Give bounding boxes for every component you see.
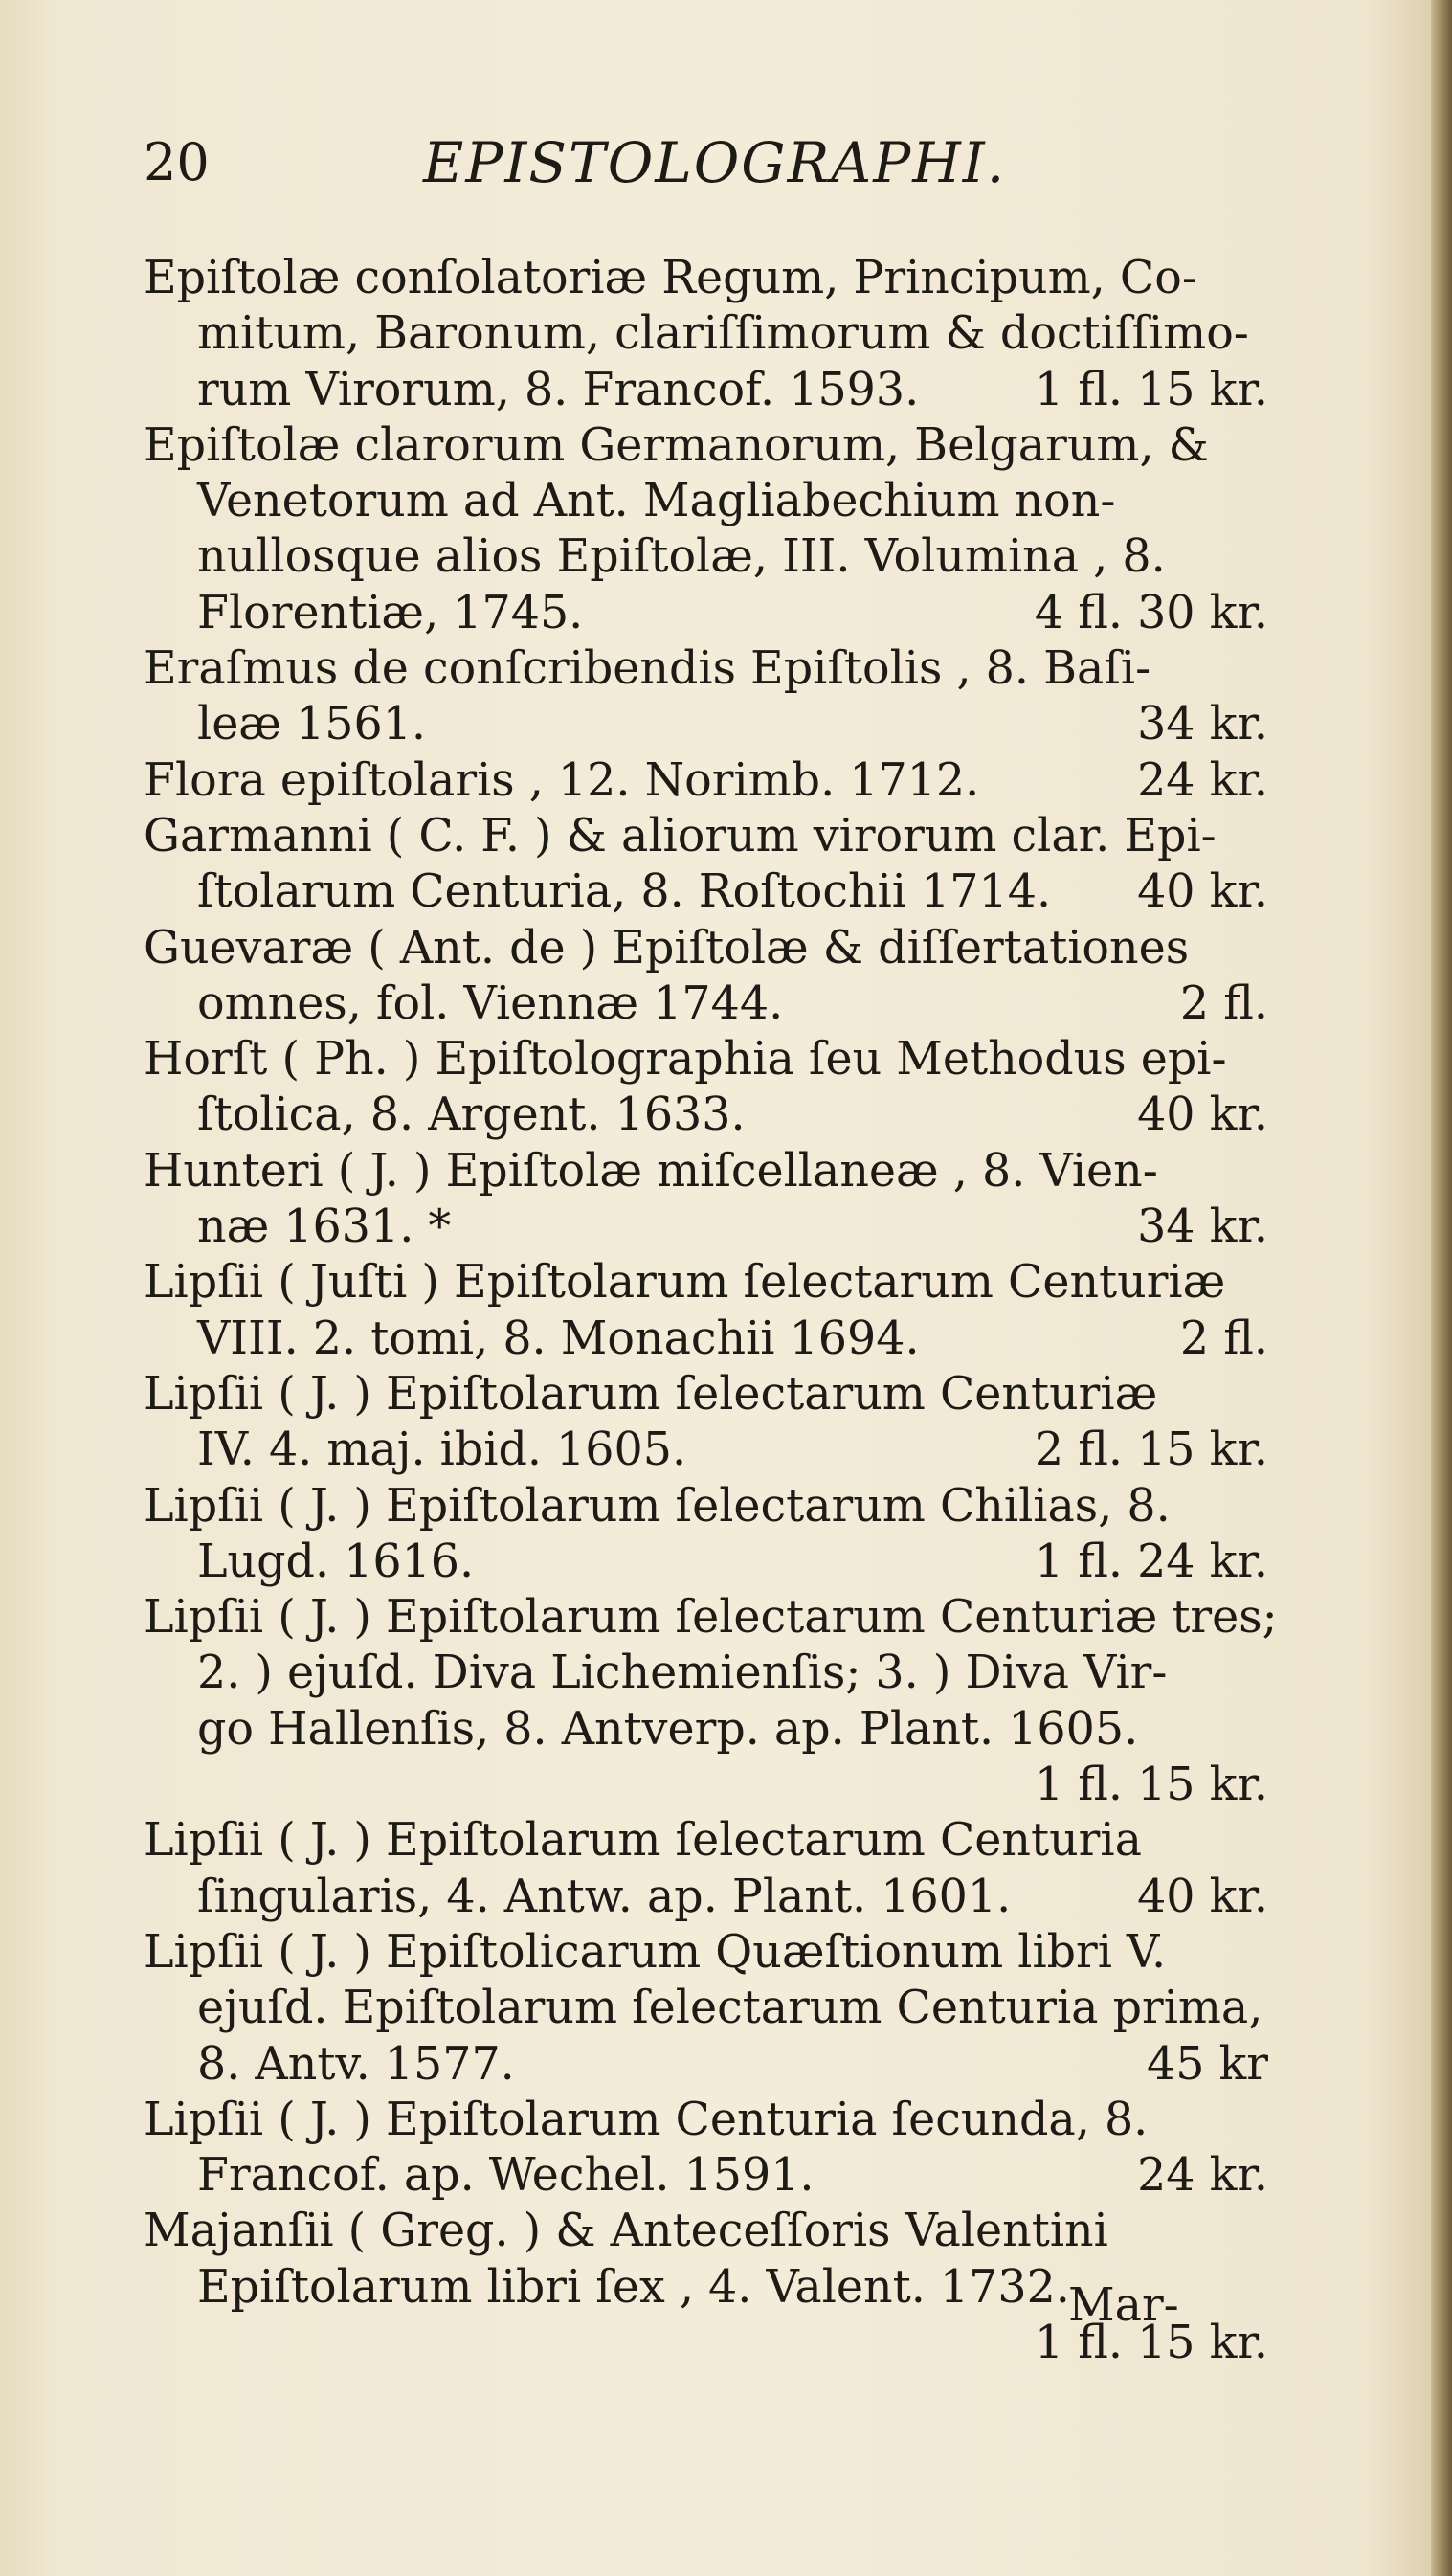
entry-line [144,2148,1268,2204]
entry-text: rum Virorum, 8. Francof. 1593. [197,363,920,416]
entry-text: Eraſmus de conſcribendis Epiſtolis , 8. Baſi- [144,642,1151,696]
entry-line [144,1422,1268,1478]
entry-price: 2 fl. 15 kr. [1034,1423,1268,1477]
entry-line [144,809,1268,864]
entry-line [144,2093,1268,2148]
catalogue-entries [144,251,1278,2371]
entry-line [144,1702,1268,1758]
entry-line [144,921,1268,976]
catalogue-entry [144,1925,1268,2093]
entry-line [144,697,1268,752]
entry-line [144,474,1268,529]
entry-text: Epiſtolæ conſolatoriæ Regum, Principum, Co- [144,252,1197,304]
catalogue-entry [144,1255,1268,1367]
entry-line [144,1758,1268,1813]
catalogue-entry [144,1813,1268,1925]
catalogue-entry [144,2093,1268,2205]
entry-text: Francof. ap. Wechel. 1591. [197,2149,815,2203]
catalogue-entry [144,809,1268,921]
entry-line [144,753,1268,809]
entry-line [144,1646,1268,1701]
entry-line [144,251,1268,306]
entry-price: 40 kr. [1137,1870,1268,1923]
entry-line [144,1534,1268,1590]
entry-price: 1 fl. 24 kr. [1034,1534,1268,1588]
entry-price: 1 fl. 15 kr. [1034,1758,1268,1812]
entry-line [144,1144,1268,1199]
entry-line [144,1255,1268,1310]
entry-text: Venetorum ad Ant. Magliabechium non- [197,475,1116,528]
entry-text: Lipſii ( J. ) Epiſtolarum ſelectarum Centuria [144,1814,1142,1868]
catalogue-entry [144,418,1268,641]
entry-line [144,641,1268,697]
entry-line [144,1311,1268,1367]
entry-text: VIII. 2. tomi, 8. Monachii 1694. [197,1311,920,1365]
entry-line [144,1479,1268,1534]
catalogue-entry [144,753,1268,809]
entry-text: Lipſii ( J. ) Epiſtolarum ſelectarum Centuriæ tres; [144,1591,1278,1645]
entry-price: 1 fl. 15 kr. [1034,2316,1268,2369]
entry-line [144,306,1268,362]
entry-text: IV. 4. maj. ibid. 1605. [197,1423,687,1477]
entry-line [144,2204,1268,2259]
catalogue-entry [144,1032,1268,1144]
entry-text: Lipſii ( J. ) Epiſtolicarum Quæſtionum libri V. [144,1925,1167,1979]
entry-text: leæ 1561. [197,698,427,751]
entry-text: Epiſtolarum libri ſex , 4. Valent. 1732. [197,2260,1070,2314]
catalogue-entry [144,1479,1268,1591]
entry-price: 4 fl. 30 kr. [1034,586,1268,639]
entry-price: 24 kr. [1137,753,1268,807]
entry-text: ſtolica, 8. Argent. 1633. [197,1088,746,1142]
entry-line [144,1087,1268,1143]
catalogue-entry [144,921,1268,1033]
catalogue-entry [144,1590,1278,1813]
catalogue-entry [144,251,1268,418]
entry-line [144,1813,1268,1869]
entry-text: Hunteri ( J. ) Epiſtolæ miſcellaneæ , 8. Vien- [144,1144,1158,1198]
entry-text: Garmanni ( C. F. ) & aliorum virorum clar. Epi- [144,809,1217,862]
entry-text: Lugd. 1616. [197,1534,475,1588]
entry-price: 34 kr. [1137,698,1268,751]
entry-line [144,1870,1268,1925]
entry-text: Lipſii ( J. ) Epiſtolarum ſelectarum Centuriæ [144,1367,1158,1421]
entry-line [144,363,1268,418]
entry-text: omnes, fol. Viennæ 1744. [197,976,784,1030]
entry-text: Horſt ( Ph. ) Epiſtolographia ſeu Methodus epi- [144,1033,1227,1086]
entry-line [144,2037,1268,2093]
entry-line [144,1032,1268,1087]
entry-text: go Hallenſis, 8. Antverp. ap. Plant. 1605. [197,1702,1139,1756]
entry-line [144,418,1268,474]
entry-text: Majanſii ( Greg. ) & Anteceſſoris Valentini [144,2205,1108,2258]
page-header [144,124,1292,201]
entry-text: Lipſii ( J. ) Epiſtolarum ſelectarum Chilias, 8. [144,1479,1171,1533]
entry-text: Flora epiſtolaris , 12. Norimb. 1712. [144,753,980,807]
page-number: 20 [144,132,210,192]
entry-line [144,864,1268,920]
entry-text: næ 1631. * [197,1200,452,1254]
entry-line [144,586,1268,641]
entry-text: Epiſtolæ clarorum Germanorum, Belgarum, & [144,418,1209,472]
entry-text: Lipſii ( J. ) Epiſtolarum Centuria ſecunda, 8. [144,2093,1149,2146]
entry-line [144,976,1268,1032]
entry-text: ſtolarum Centuria, 8. Roſtochii 1714. [197,865,1052,919]
entry-line [144,1590,1278,1646]
catalogue-entry [144,641,1268,753]
entry-price: 2 fl. [1179,976,1268,1030]
entry-text: 2. ) ejuſd. Diva Lichemienſis; 3. ) Diva Vir- [197,1646,1168,1700]
entry-line [144,1199,1268,1255]
catalogue-entry [144,1144,1268,1256]
entry-text: Florentiæ, 1745. [197,586,584,639]
entry-text: nullosque alios Epiſtolæ, III. Volumina , 8. [197,530,1166,584]
entry-text: 8. Antv. 1577. [197,2037,515,2091]
entry-text: Guevaræ ( Ant. de ) Epiſtolæ & diſſertationes [144,921,1190,974]
entry-text: ſingularis, 4. Antw. ap. Plant. 1601. [197,1870,1012,1923]
entry-price: 2 fl. [1179,1311,1268,1365]
page-edge [1431,0,1452,2576]
entry-text: ejuſd. Epiſtolarum ſelectarum Centuria prima, [197,1982,1263,2035]
entry-line [144,1981,1268,2036]
entry-price: 1 fl. 15 kr. [1034,363,1268,416]
running-title: EPISTOLOGRAPHI. [423,130,1007,195]
entry-price: 40 kr. [1137,865,1268,919]
entry-line [144,1367,1268,1422]
entry-price: 34 kr. [1137,1200,1268,1254]
entry-price: 45 kr [1146,2037,1268,2091]
entry-line [144,529,1268,585]
catchword: Mar- [1068,2279,1179,2332]
entry-price: 40 kr. [1137,1088,1268,1142]
catalogue-entry [144,1367,1268,1479]
entry-text: Lipſii ( Juſti ) Epiſtolarum ſelectarum Centuriæ [144,1256,1226,1310]
entry-text: mitum, Baronum, clariſſimorum & doctiſſimo- [197,307,1249,361]
entry-price: 24 kr. [1137,2149,1268,2203]
entry-line [144,1925,1268,1981]
